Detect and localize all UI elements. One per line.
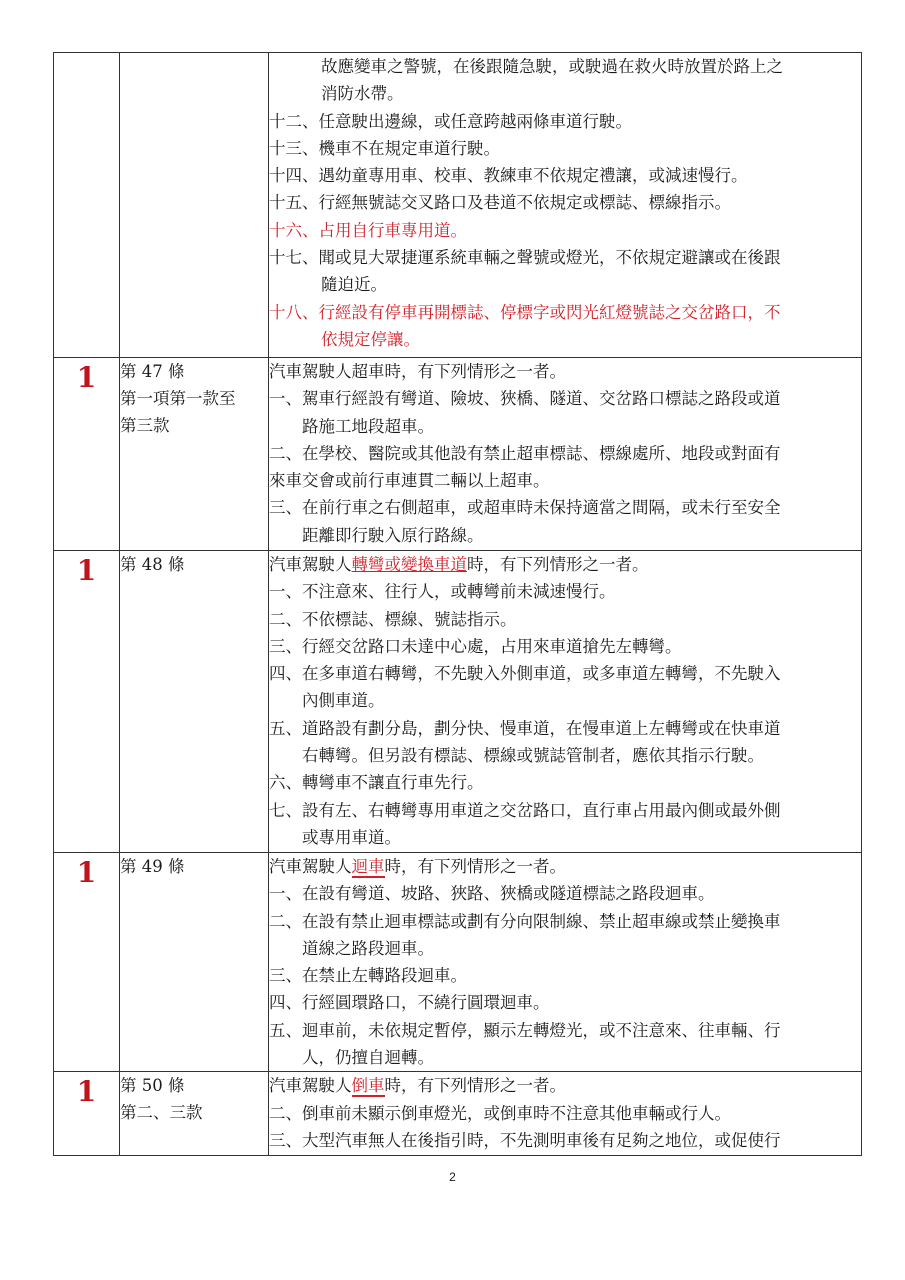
clause-intro: 汽車駕駛人倒車時，有下列情形之一者。 (269, 1076, 566, 1096)
list-item: 十七、 聞或見大眾捷運系統車輛之聲號或燈光，不依規定避讓或在後跟 (269, 248, 781, 268)
points-cell (54, 358, 120, 551)
content-cell (269, 1072, 862, 1156)
list-item: 一、 在設有彎道、坡路、狹路、狹橋或隧道標誌之路段迴車。 (269, 884, 715, 904)
content-cell (269, 853, 862, 1072)
list-item-continuation: 路施工地段超車。 (302, 416, 434, 436)
table-row (54, 1072, 862, 1156)
content-cell (269, 53, 862, 358)
article-cell (120, 358, 269, 551)
penalty-table (53, 52, 862, 1156)
continued-line: 消防水帶。 (321, 84, 404, 104)
clause-intro: 汽車駕駛人超車時，有下列情形之一者。 (269, 362, 566, 381)
list-item-continuation: 右轉彎。但另設有標誌、標線或號誌管制者，應依其指示行駛。 (302, 746, 764, 766)
list-item: 五、 道路設有劃分島，劃分快、慢車道，在慢車道上左轉彎或在快車道 (269, 718, 781, 738)
list-item: 四、 行經圓環路口，不繞行圓環迴車。 (269, 993, 550, 1013)
table-row (54, 551, 862, 853)
list-item: 七、 設有左、右轉彎專用車道之交岔路口，直行車占用最內側或最外側 (269, 800, 781, 820)
list-item-highlighted: 十八、 行經設有停車再開標誌、停標字或閃光紅燈號誌之交岔路口，不 (269, 302, 781, 322)
content-cell (269, 551, 862, 853)
list-item: 十二、 任意駛出邊線，或任意跨越兩條車道行駛。 (269, 111, 632, 131)
table-row (54, 853, 862, 1072)
list-item: 十四、 遇幼童專用車、校車、教練車不依規定禮讓，或減速慢行。 (269, 166, 748, 186)
points-cell (54, 53, 120, 358)
list-item: 二、 不依標誌、標線、號誌指示。 (269, 609, 517, 629)
points-value: 1 (76, 554, 97, 587)
points-value: 1 (76, 1075, 97, 1109)
list-item-highlighted: 十六、 占用自行車專用道。 (269, 220, 467, 240)
points-cell (54, 853, 120, 1072)
article-cell (120, 853, 269, 1072)
highlighted-term: 迴車 (351, 857, 385, 876)
highlighted-term: 轉彎或變換車道 (351, 555, 467, 574)
list-item: 三、 在禁止左轉路段迴車。 (269, 966, 467, 986)
list-item: 二、 倒車前未顯示倒車燈光，或倒車時不注意其他車輛或行人。 (269, 1103, 731, 1123)
list-item: 一、 駕車行經設有彎道、險坡、狹橋、隧道、交岔路口標誌之路段或道 (269, 389, 781, 409)
table-row (54, 358, 862, 551)
article-line: 第二、三款 (120, 1103, 203, 1123)
list-item-continuation: 依規定停讓。 (321, 329, 420, 349)
points-cell (54, 1072, 120, 1156)
list-item-continuation: 距離即行駛入原行路線。 (302, 525, 484, 545)
list-item-continuation: 或專用車道。 (302, 827, 401, 847)
article-cell (120, 1072, 269, 1156)
list-item: 二、 在設有禁止迴車標誌或劃有分向限制線、禁止超車線或禁止變換車 (269, 911, 781, 931)
list-item-continuation: 來車交會或前行車連貫二輛以上超車。 (269, 471, 550, 491)
clause-intro: 汽車駕駛人迴車時，有下列情形之一者。 (269, 857, 566, 876)
list-item-continuation: 道線之路段迴車。 (302, 938, 434, 958)
content-cell (269, 358, 862, 551)
article-line: 第 49 條 (120, 857, 185, 876)
page-number: 2 (449, 1170, 456, 1184)
list-item: 二、 在學校、醫院或其他設有禁止超車標誌、標線處所、地段或對面有 (269, 443, 781, 463)
article-line: 第三款 (120, 416, 170, 435)
points-value: 1 (76, 856, 97, 889)
article-line: 第 47 條 (120, 362, 185, 381)
list-item: 十五、 行經無號誌交叉路口及巷道不依規定或標誌、標線指示。 (269, 193, 731, 213)
clause-intro: 汽車駕駛人轉彎或變換車道時，有下列情形之一者。 (269, 555, 649, 574)
list-item: 四、 在多車道右轉彎，不先駛入外側車道，或多車道左轉彎，不先駛入 (269, 664, 781, 684)
list-item: 六、 轉彎車不讓直行車先行。 (269, 773, 484, 793)
list-item: 一、 不注意來、往行人，或轉彎前未減速慢行。 (269, 582, 616, 602)
article-cell (120, 53, 269, 358)
highlighted-term: 倒車 (351, 1076, 385, 1096)
list-item: 三、 行經交岔路口未達中心處，占用來車道搶先左轉彎。 (269, 636, 682, 656)
list-item: 五、 迴車前，未依規定暫停，顯示左轉燈光，或不注意來、往車輛、行 (269, 1020, 781, 1040)
continued-line: 故應變車之警號，在後跟隨急駛，或駛過在救火時放置於路上之 (321, 57, 783, 76)
table-row (54, 53, 862, 358)
list-item-continuation: 隨迫近。 (321, 275, 387, 295)
article-line: 第一項第一款至 (120, 389, 236, 408)
list-item: 三、 在前行車之右側超車，或超車時未保持適當之間隔，或未行至安全 (269, 498, 781, 518)
article-line: 第 48 條 (120, 555, 185, 574)
list-item: 十三、 機車不在規定車道行駛。 (269, 138, 500, 158)
list-item-continuation: 人，仍擅自迴轉。 (302, 1048, 434, 1068)
article-line: 第 50 條 (120, 1076, 185, 1096)
list-item: 三、 大型汽車無人在後指引時，不先測明車後有足夠之地位，或促使行 (269, 1130, 781, 1150)
list-item-continuation: 內側車道。 (302, 691, 385, 711)
points-cell (54, 551, 120, 853)
article-cell (120, 551, 269, 853)
points-value: 1 (76, 361, 97, 394)
